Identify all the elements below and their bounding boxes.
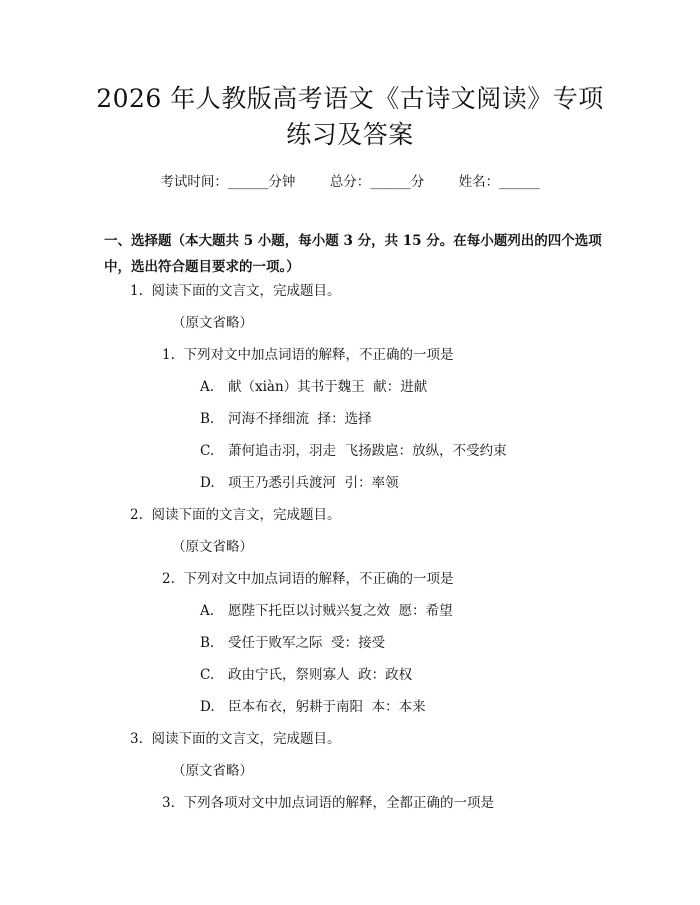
- omitted-text-note: （原文省略）: [172, 539, 253, 555]
- option-label: D.: [200, 475, 215, 491]
- student-name-blank: ______: [499, 174, 540, 190]
- sub-question: 2. 下列对文中加点词语的解释，不正确的一项是: [162, 571, 454, 587]
- total-score-blank: ______: [370, 174, 411, 190]
- question-stem: 2. 阅读下面的文言文，完成题目。: [130, 507, 341, 523]
- option-c: [200, 445, 507, 459]
- omitted-text-note: （原文省略）: [172, 315, 253, 331]
- option-label: B.: [200, 411, 215, 427]
- option-a: [200, 605, 453, 619]
- question-stem: 3. 阅读下面的文言文，完成题目。: [130, 731, 341, 747]
- option-text: 河海不择细流 择：选择: [228, 411, 372, 427]
- option-a: [200, 381, 427, 395]
- option-text: 项王乃悉引兵渡河 引：率领: [228, 475, 399, 491]
- option-b: [200, 637, 385, 651]
- section-heading: 一、选择题（本大题共 5 小题，每小题 3 分，共 15 分。在每小题列出的四个选项中，选出符合题目要求的一项。）: [104, 233, 602, 275]
- question-stem: 1. 阅读下面的文言文，完成题目。: [130, 283, 341, 299]
- sub-question: 1. 下列对文中加点词语的解释，不正确的一项是: [162, 347, 454, 363]
- omitted-text-note: （原文省略）: [172, 763, 253, 779]
- document-title-line-1: 2026 年人教版高考语文《古诗文阅读》专项: [96, 84, 604, 113]
- option-label: A.: [200, 379, 215, 395]
- option-text: 政由宁氏，祭则寡人 政：政权: [228, 667, 413, 683]
- document-title-line-2: 练习及答案: [286, 120, 414, 149]
- option-d: [200, 477, 399, 491]
- option-label: C.: [200, 667, 215, 683]
- sub-question: 3. 下列各项对文中加点词语的解释，全都正确的一项是: [162, 795, 494, 811]
- option-label: C.: [200, 443, 215, 459]
- option-label: D.: [200, 699, 215, 715]
- exam-time-blank: ______: [227, 174, 269, 190]
- exam-info: [0, 170, 700, 190]
- option-text: 萧何追击羽，羽走 飞扬跋扈：放纵，不受约束: [228, 443, 507, 459]
- option-b: [200, 413, 372, 427]
- option-c: [200, 669, 412, 683]
- option-d: [200, 701, 426, 715]
- option-text: 受任于败军之际 受：接受: [228, 635, 386, 651]
- option-text: 臣本布衣，躬耕于南阳 本：本来: [228, 699, 426, 715]
- option-label: B.: [200, 635, 215, 651]
- student-name-label: 姓名：: [458, 174, 500, 190]
- option-text: 愿陛下托臣以讨贼兴复之效 愿：希望: [228, 603, 453, 619]
- total-score-unit: 分: [410, 174, 425, 190]
- option-text: 献（xiàn）其书于魏王 献：进献: [228, 379, 428, 395]
- exam-time-unit: 分钟: [268, 174, 296, 190]
- total-score-label: 总分：: [329, 174, 371, 190]
- exam-time-label: 考试时间：: [160, 174, 228, 190]
- option-label: A.: [200, 603, 215, 619]
